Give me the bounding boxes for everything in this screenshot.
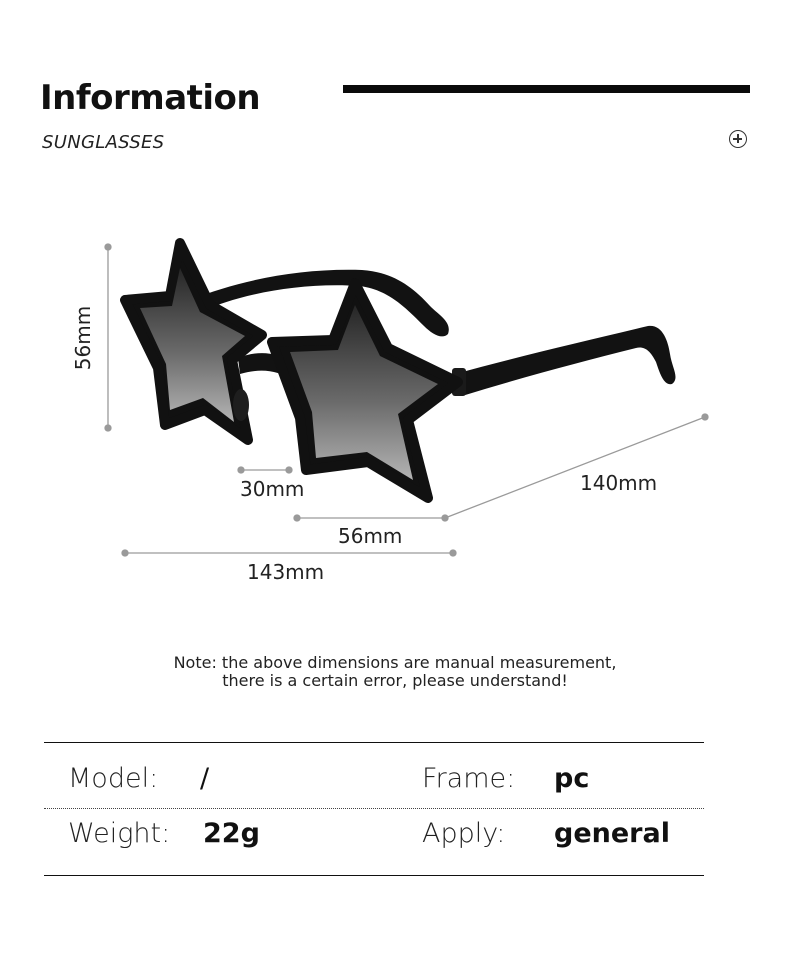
measurement-note bbox=[0, 654, 790, 690]
frame-value: pc bbox=[554, 763, 590, 794]
bridge-dimension-label: 30mm bbox=[240, 477, 305, 501]
lens-width-dimension-label: 56mm bbox=[338, 524, 403, 548]
frame-label: Frame: bbox=[422, 763, 516, 794]
page-title: Information bbox=[40, 78, 261, 118]
product-category: SUNGLASSES bbox=[42, 132, 165, 153]
spec-table-middle-rule bbox=[44, 808, 704, 809]
apply-label: Apply: bbox=[422, 818, 506, 849]
temple-dimension-label: 140mm bbox=[580, 471, 658, 495]
weight-label: Weight: bbox=[68, 818, 171, 849]
spec-table-bottom-rule bbox=[44, 875, 704, 876]
model-label: Model: bbox=[68, 763, 159, 794]
spec-table-top-rule bbox=[44, 742, 704, 743]
weight-value: 22g bbox=[203, 818, 260, 849]
height-dimension-label: 56mm bbox=[71, 305, 95, 371]
total-width-dimension-label: 143mm bbox=[247, 560, 325, 584]
note-line-1: Note: the above dimensions are manual measurement, bbox=[173, 653, 617, 672]
model-value: / bbox=[200, 763, 210, 794]
apply-value: general bbox=[554, 818, 670, 849]
nose-pad-left bbox=[233, 389, 249, 421]
note-line-2: there is a certain error, please understand! bbox=[222, 671, 568, 690]
temple-arm-front bbox=[455, 326, 675, 396]
temple-dimension-line bbox=[445, 417, 705, 518]
